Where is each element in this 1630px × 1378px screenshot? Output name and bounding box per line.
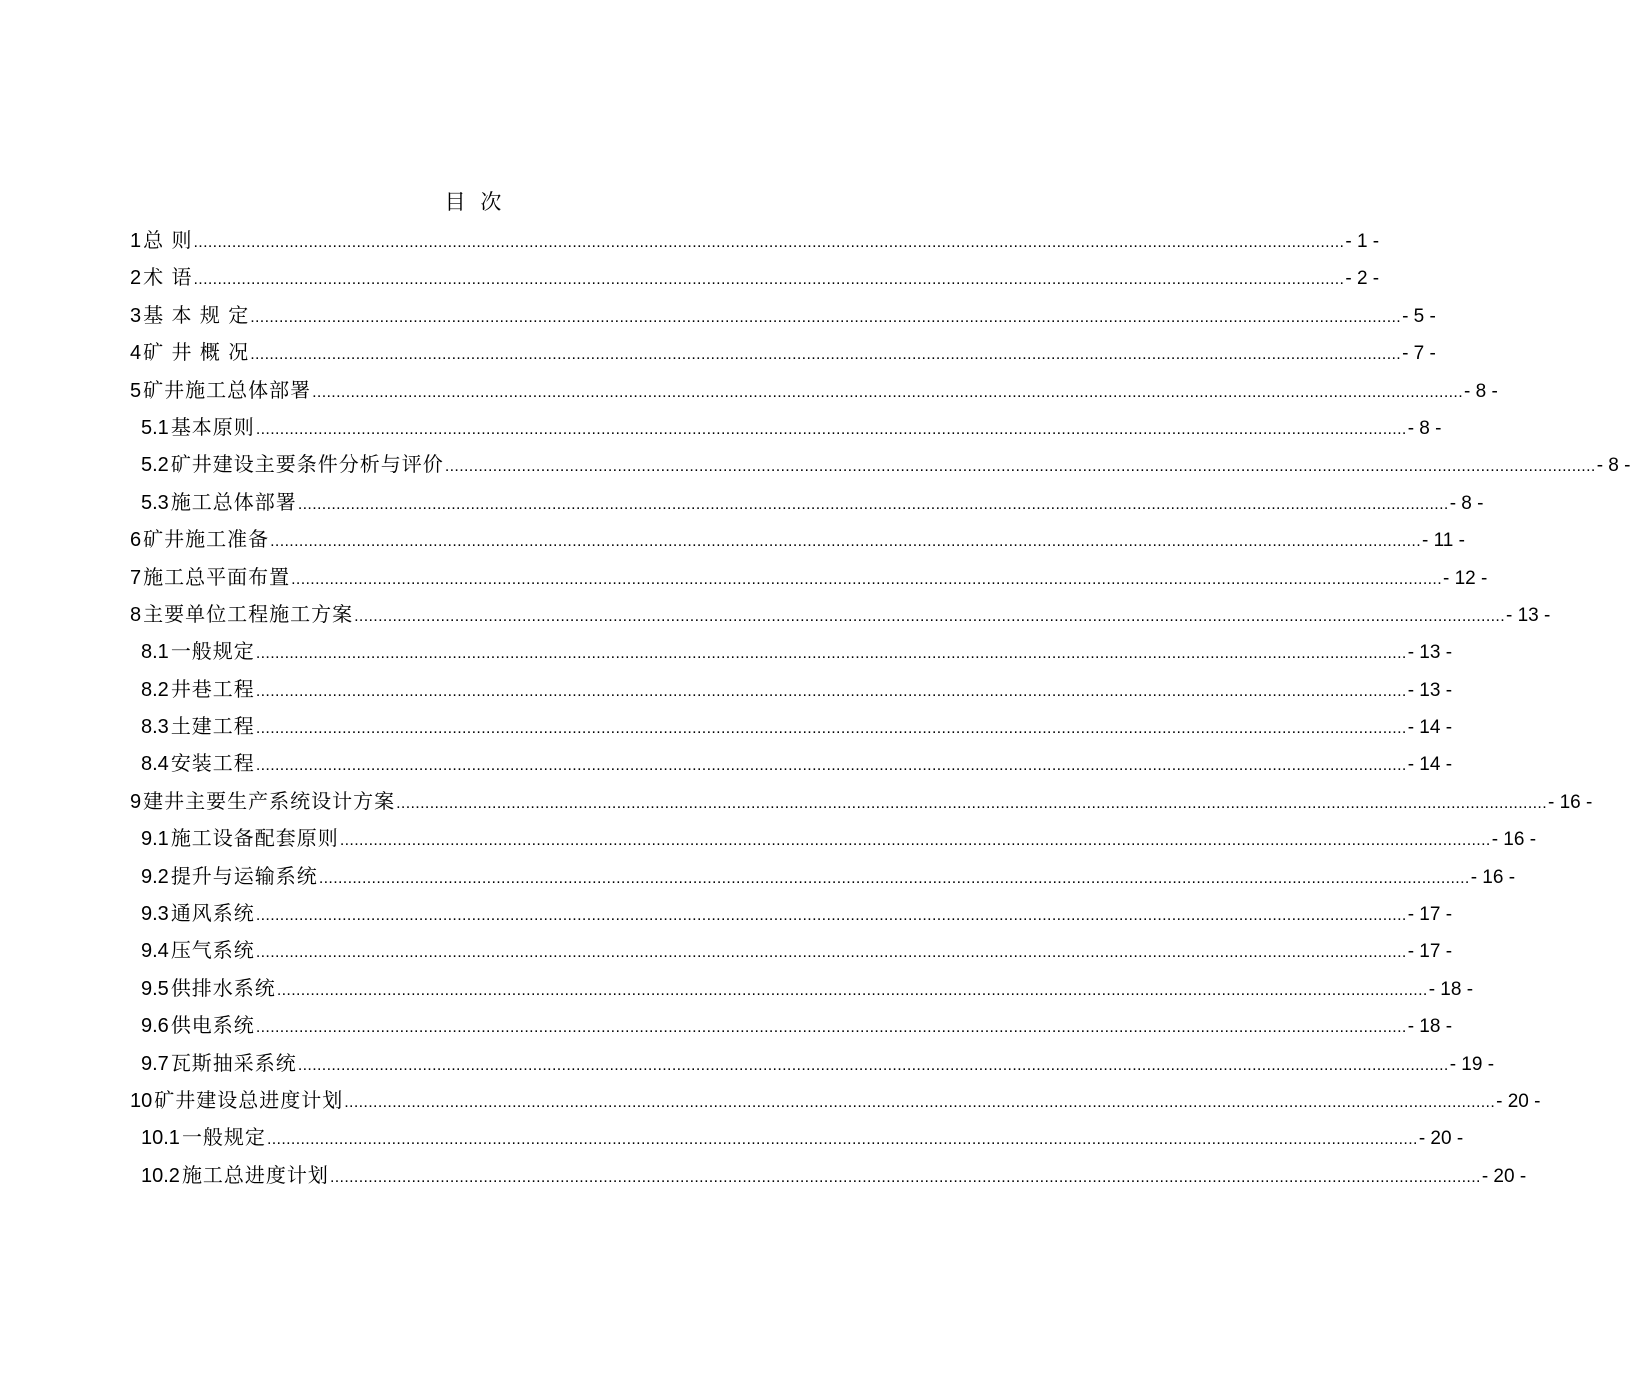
toc-dot-leader: ................................................................................................................................................................................................................................................ (312, 383, 1463, 401)
toc-entry-title: 一般规定 (170, 639, 255, 664)
toc-entry-page-number: - 7 - (1402, 343, 1436, 365)
toc-entry-page-number: - 20 - (1481, 1165, 1527, 1187)
toc-entry-label (141, 708, 255, 746)
toc-entry[interactable] (130, 596, 1551, 633)
toc-entry-number: 5.3 (141, 491, 169, 514)
toc-entry-title: 施工总进度计划 (181, 1162, 329, 1187)
toc-dot-leader: ................................................................................................................................................................................................................................................ (291, 570, 1442, 588)
toc-entry-number: 9 (130, 790, 142, 813)
toc-dot-leader: ................................................................................................................................................................................................................................................ (193, 234, 1345, 251)
toc-entry-label (141, 745, 255, 783)
toc-dot-leader: ................................................................................................................................................................................................................................................ (297, 1056, 1449, 1074)
toc-entry-number: 10.1 (141, 1127, 180, 1150)
toc-entry-page-number: - 16 - (1548, 791, 1593, 813)
toc-entry-number: 9.4 (141, 940, 169, 963)
toc-entry[interactable] (130, 932, 1453, 969)
toc-entry-label (130, 783, 395, 821)
toc-entry[interactable] (130, 334, 1436, 371)
toc-entry-page-number: - 5 - (1402, 305, 1436, 327)
toc-entry-page-number: - 13 - (1407, 642, 1453, 664)
toc-entry-number: 5 (130, 379, 142, 402)
toc-entry[interactable] (130, 708, 1453, 745)
toc-entry[interactable] (130, 446, 1630, 483)
toc-entry-page-number: - 16 - (1470, 866, 1516, 888)
toc-entry-page-number: - 17 - (1407, 941, 1453, 963)
toc-entry[interactable] (130, 1119, 1464, 1156)
toc-entry[interactable] (130, 259, 1380, 296)
toc-entry-number: 10 (130, 1089, 153, 1112)
toc-entry-title: 供电系统 (170, 1013, 255, 1038)
toc-entry-title: 一般规定 (181, 1125, 266, 1150)
toc-entry[interactable] (130, 970, 1474, 1007)
toc-entry-title: 施工总平面布置 (143, 564, 291, 589)
toc-entry-number: 8.2 (141, 678, 169, 701)
toc-entry[interactable] (130, 1045, 1495, 1082)
toc-entry-page-number: - 13 - (1506, 604, 1551, 626)
toc-entry[interactable] (130, 409, 1442, 446)
toc-entry-label (130, 259, 192, 297)
table-of-contents (130, 222, 1630, 1194)
toc-entry-title: 通风系统 (170, 901, 255, 926)
toc-entry[interactable] (130, 858, 1516, 895)
toc-entry-number: 8.3 (141, 716, 169, 739)
toc-entry-number: 9.7 (141, 1052, 169, 1075)
toc-dot-leader: ................................................................................................................................................................................................................................................ (255, 682, 1407, 700)
toc-entry-number: 4 (130, 342, 142, 365)
toc-entry-number: 2 (130, 267, 142, 290)
toc-dot-leader: ................................................................................................................................................................................................................................................ (270, 533, 1421, 551)
toc-entry[interactable] (130, 222, 1380, 259)
toc-entry-title: 矿井施工准备 (143, 527, 270, 552)
toc-entry-title: 建井主要生产系统设计方案 (143, 788, 396, 813)
toc-dot-leader: ................................................................................................................................................................................................................................................ (276, 981, 1428, 999)
toc-dot-leader: ................................................................................................................................................................................................................................................ (266, 1131, 1418, 1149)
toc-entry-page-number: - 13 - (1407, 679, 1453, 701)
toc-entry[interactable] (130, 671, 1453, 708)
toc-entry-page-number: - 18 - (1428, 978, 1474, 1000)
toc-entry-label (141, 970, 276, 1008)
toc-entry-title: 总 则 (143, 228, 193, 252)
toc-entry-page-number: - 20 - (1418, 1128, 1464, 1150)
toc-entry-title: 矿 井 概 况 (143, 340, 250, 365)
page-title: 目 次 (444, 190, 506, 214)
toc-entry-title: 井巷工程 (170, 676, 255, 701)
toc-entry-title: 土建工程 (170, 714, 255, 739)
toc-entry[interactable] (130, 1007, 1453, 1044)
toc-entry-label (141, 446, 444, 484)
toc-entry[interactable] (130, 745, 1453, 782)
toc-entry-label (130, 521, 269, 559)
toc-entry-title: 提升与运输系统 (170, 863, 318, 888)
toc-entry[interactable] (130, 297, 1436, 334)
toc-entry-number: 9.3 (141, 903, 169, 926)
toc-entry-page-number: - 11 - (1422, 530, 1465, 552)
toc-entry-number: 9.6 (141, 1015, 169, 1038)
toc-entry-label (130, 222, 192, 260)
toc-entry-label (130, 334, 249, 372)
toc-entry[interactable] (130, 484, 1484, 521)
toc-entry-label (130, 596, 353, 634)
toc-entry-page-number: - 20 - (1496, 1090, 1541, 1112)
toc-dot-leader: ................................................................................................................................................................................................................................................ (396, 794, 1547, 812)
toc-entry-number: 9.5 (141, 977, 169, 1000)
toc-entry[interactable] (130, 1157, 1527, 1194)
toc-entry-number: 5.1 (141, 416, 169, 439)
toc-dot-leader: ................................................................................................................................................................................................................................................ (339, 832, 1491, 850)
toc-entry-title: 施工总体部署 (170, 489, 297, 514)
toc-entry-label (130, 559, 290, 597)
toc-dot-leader: ................................................................................................................................................................................................................................................ (444, 458, 1596, 476)
toc-entry-title: 供排水系统 (170, 975, 276, 1000)
toc-entry-page-number: - 18 - (1407, 1016, 1453, 1038)
toc-entry-label (130, 372, 311, 410)
toc-entry-title: 安装工程 (170, 751, 255, 776)
toc-entry-label (141, 1157, 329, 1195)
toc-entry-title: 压气系统 (170, 938, 255, 963)
toc-entry-number: 9.2 (141, 865, 169, 888)
toc-entry-page-number: - 14 - (1407, 717, 1453, 739)
toc-entry[interactable] (130, 783, 1593, 820)
toc-entry-number: 6 (130, 529, 142, 552)
toc-entry-label (141, 1045, 297, 1083)
toc-dot-leader: ................................................................................................................................................................................................................................................ (250, 346, 1402, 364)
toc-entry-page-number: - 14 - (1407, 754, 1453, 776)
toc-entry-page-number: - 8 - (1407, 417, 1442, 439)
toc-entry-title: 基 本 规 定 (143, 302, 250, 327)
toc-entry-number: 7 (130, 566, 142, 589)
toc-dot-leader: ................................................................................................................................................................................................................................................ (255, 1019, 1407, 1037)
toc-entry-title: 矿井建设总进度计划 (154, 1087, 344, 1112)
toc-entry-label (141, 895, 255, 933)
toc-dot-leader: ................................................................................................................................................................................................................................................ (250, 308, 1402, 326)
toc-entry-label (141, 1119, 266, 1157)
toc-entry-title: 基本原则 (170, 414, 255, 439)
toc-dot-leader: ................................................................................................................................................................................................................................................ (255, 645, 1407, 663)
toc-entry-title: 矿井建设主要条件分析与评价 (170, 452, 444, 477)
toc-entry-title: 瓦斯抽采系统 (170, 1050, 297, 1075)
toc-entry-title: 施工设备配套原则 (170, 826, 339, 851)
toc-entry-label (141, 820, 339, 858)
toc-entry[interactable] (130, 895, 1453, 932)
toc-dot-leader: ................................................................................................................................................................................................................................................ (297, 495, 1449, 513)
toc-dot-leader: ................................................................................................................................................................................................................................................ (329, 1168, 1481, 1186)
toc-dot-leader: ................................................................................................................................................................................................................................................ (255, 420, 1407, 438)
toc-entry-number: 8.1 (141, 641, 169, 664)
toc-dot-leader: ................................................................................................................................................................................................................................................ (318, 869, 1470, 887)
toc-entry-number: 5.2 (141, 454, 169, 477)
toc-entry-number: 3 (130, 304, 142, 327)
toc-dot-leader: ................................................................................................................................................................................................................................................ (255, 720, 1407, 738)
toc-entry-page-number: - 17 - (1407, 904, 1453, 926)
toc-entry-title: 术 语 (143, 265, 193, 290)
toc-entry[interactable] (130, 1082, 1541, 1119)
toc-entry-number: 8.4 (141, 753, 169, 776)
toc-entry-label (141, 932, 255, 970)
toc-entry-page-number: - 8 - (1449, 492, 1484, 514)
toc-entry-page-number: - 16 - (1491, 829, 1537, 851)
toc-entry-number: 9.1 (141, 828, 169, 851)
toc-entry-title: 矿井施工总体部署 (143, 377, 312, 402)
toc-entry-page-number: - 8 - (1464, 380, 1498, 402)
toc-dot-leader: ................................................................................................................................................................................................................................................ (255, 907, 1407, 925)
toc-entry-label (130, 297, 249, 335)
toc-entry-label (141, 671, 255, 709)
toc-entry-page-number: - 1 - (1345, 231, 1380, 252)
toc-entry[interactable] (130, 559, 1488, 596)
toc-entry[interactable] (130, 372, 1498, 409)
toc-entry-page-number: - 8 - (1596, 455, 1630, 477)
toc-entry-page-number: - 2 - (1345, 268, 1380, 290)
toc-entry[interactable] (130, 820, 1537, 857)
toc-entry-label (130, 1082, 343, 1120)
toc-entry-label (141, 1007, 255, 1045)
toc-entry-page-number: - 12 - (1443, 567, 1488, 589)
toc-dot-leader: ................................................................................................................................................................................................................................................ (344, 1093, 1496, 1111)
toc-dot-leader: ................................................................................................................................................................................................................................................ (255, 757, 1407, 775)
toc-dot-leader: ................................................................................................................................................................................................................................................ (255, 944, 1407, 962)
toc-entry-number: 10.2 (141, 1164, 180, 1187)
toc-entry-title: 主要单位工程施工方案 (143, 601, 354, 626)
toc-entry-label (141, 633, 255, 671)
toc-entry-number: 8 (130, 603, 142, 626)
toc-entry-label (141, 409, 255, 447)
toc-entry-page-number: - 19 - (1449, 1053, 1495, 1075)
toc-dot-leader: ................................................................................................................................................................................................................................................ (193, 271, 1345, 289)
toc-entry[interactable] (130, 633, 1453, 670)
toc-entry-number: 1 (130, 230, 142, 252)
toc-entry-label (141, 858, 318, 896)
toc-entry-label (141, 484, 297, 522)
toc-entry[interactable] (130, 521, 1465, 558)
toc-dot-leader: ................................................................................................................................................................................................................................................ (354, 607, 1505, 625)
